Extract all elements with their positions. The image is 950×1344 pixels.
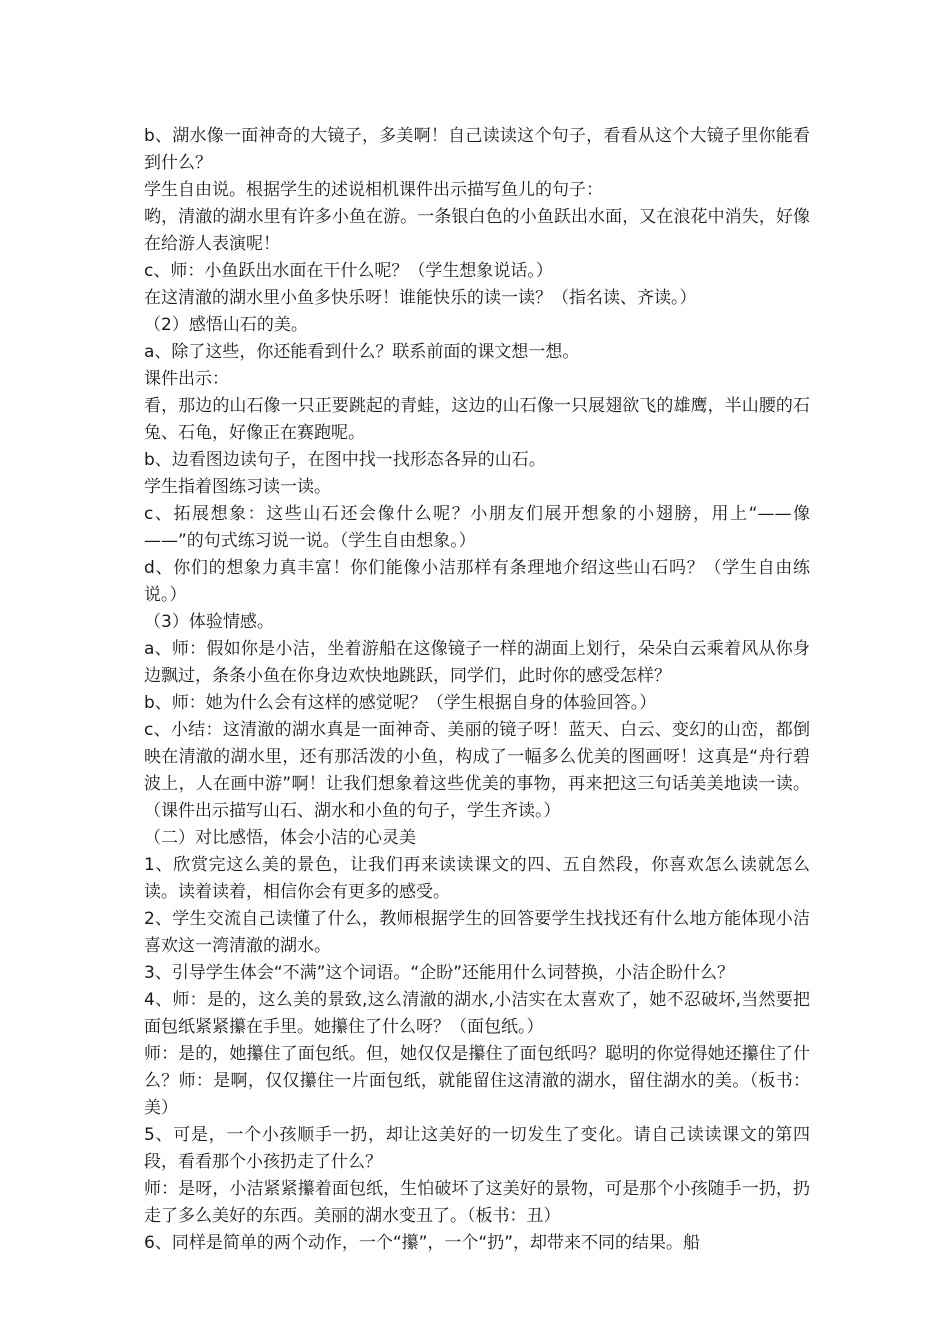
paragraph-12: c、拓展想象：这些山石还会像什么呢？小朋友们展开想象的小翅膀，用上“——像——”的句式练习说一说。（学生自由想象。） [144, 504, 810, 551]
paragraph-11: 学生指着图练习读一读。 [144, 477, 331, 497]
paragraph-20: 2、学生交流自己读懂了什么，教师根据学生的回答要学生找找还有什么地方能体现小洁喜欢这一湾清澈的湖水。 [144, 909, 810, 956]
paragraph-7: a、除了这些，你还能看到什么？联系前面的课文想一想。 [144, 342, 580, 362]
paragraph-25: 师：是呀，小洁紧紧攥着面包纸，生怕破坏了这美好的景物，可是那个小孩随手一扔，扔走了多么美好的东西。美丽的湖水变丑了。（板书：丑） [144, 1179, 810, 1226]
paragraph-3: 哟，清澈的湖水里有许多小鱼在游。一条银白色的小鱼跃出水面，又在浪花中消失，好像在给游人表演呢！ [144, 207, 810, 254]
paragraph-1: b、湖水像一面神奇的大镜子，多美啊！自己读读这个句子，看看从这个大镜子里你能看到什么？ [144, 126, 810, 173]
paragraph-10: b、边看图边读句子，在图中找一找形态各异的山石。 [144, 450, 546, 470]
paragraph-17: c、小结：这清澈的湖水真是一面神奇、美丽的镜子呀！蓝天、白云、变幻的山峦，都倒映在清澈的湖水里，还有那活泼的小鱼，构成了一幅多么优美的图画呀！这真是“舟行碧波上，人在画中游”啊！让我们想象着这些优美的事物，再来把这三句话美美地读一读。（课件出示描写山石、湖水和小鱼的句子，学生齐读。） [144, 720, 810, 821]
paragraph-5: 在这清澈的湖水里小鱼多快乐呀！谁能快乐的读一读？（指名读、齐读。） [144, 288, 697, 308]
paragraph-4: c、师：小鱼跃出水面在干什么呢？（学生想象说话。） [144, 261, 553, 281]
paragraph-8: 课件出示： [144, 369, 229, 389]
paragraph-21: 3、引导学生体会“不满”这个词语。“企盼”还能用什么词替换，小洁企盼什么？ [144, 963, 735, 983]
paragraph-13: d、你们的想象力真丰富！你们能像小洁那样有条理地介绍这些山石吗？（学生自由练说。） [144, 558, 810, 605]
paragraph-23: 师：是的，她攥住了面包纸。但，她仅仅是攥住了面包纸吗？聪明的你觉得她还攥住了什么？师：是啊，仅仅攥住一片面包纸，就能留住这清澈的湖水，留住湖水的美。（板书：美） [144, 1044, 810, 1118]
paragraph-26: 6、同样是简单的两个动作，一个“攥”，一个“扔”，却带来不同的结果。船 [144, 1233, 701, 1253]
paragraph-15: a、师：假如你是小洁，坐着游船在这像镜子一样的湖面上划行，朵朵白云乘着风从你身边飘过，条条小鱼在你身边欢快地跳跃，同学们，此时你的感受怎样？ [144, 639, 810, 686]
section-heading-3: （3）体验情感。 [144, 612, 274, 632]
paragraph-9: 看，那边的山石像一只正要跳起的青蛙，这边的山石像一只展翅欲飞的雄鹰，半山腰的石兔、石龟，好像正在赛跑呢。 [144, 396, 810, 443]
paragraph-22: 4、师：是的，这么美的景致,这么清澈的湖水,小洁实在太喜欢了，她不忍破坏,当然要把面包纸紧紧攥在手里。她攥住了什么呀？（面包纸。） [144, 990, 810, 1037]
section-heading-2: （2）感悟山石的美。 [144, 315, 308, 335]
paragraph-2: 学生自由说。根据学生的述说相机课件出示描写鱼儿的句子： [144, 180, 603, 200]
section-heading-part-2: （二）对比感悟，体会小洁的心灵美 [144, 828, 416, 848]
document-body [144, 123, 810, 1257]
paragraph-16: b、师：她为什么会有这样的感觉呢？（学生根据自身的体验回答。） [144, 693, 657, 713]
paragraph-24: 5、可是，一个小孩顺手一扔，却让这美好的一切发生了变化。请自己读读课文的第四段，看看那个小孩扔走了什么？ [144, 1125, 810, 1172]
paragraph-19: 1、欣赏完这么美的景色，让我们再来读读课文的四、五自然段，你喜欢怎么读就怎么读。读着读着，相信你会有更多的感受。 [144, 855, 810, 902]
